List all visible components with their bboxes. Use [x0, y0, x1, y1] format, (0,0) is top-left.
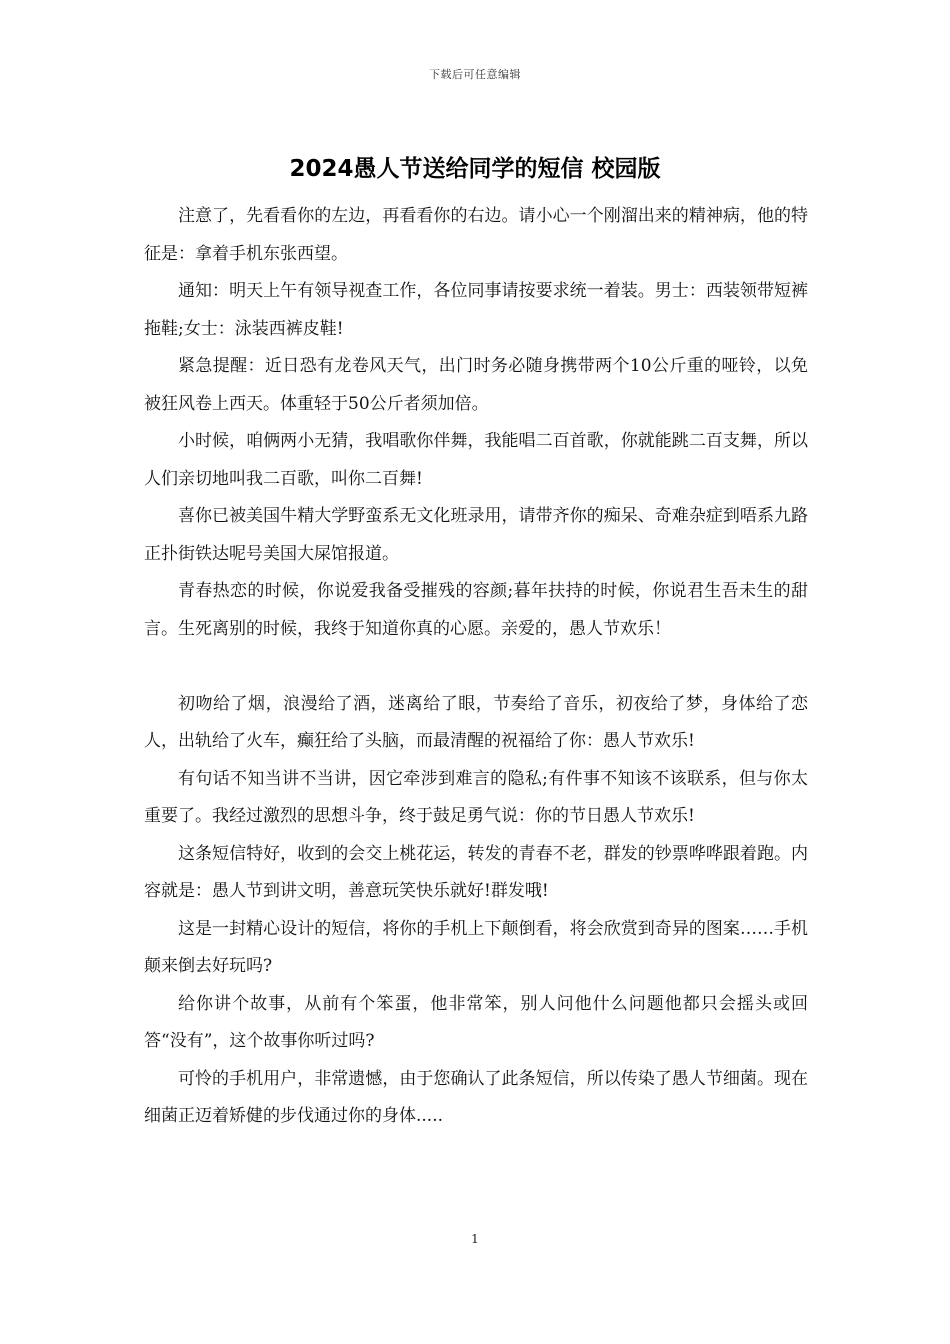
paragraph: 通知：明天上午有领导视查工作，各位同事请按要求统一着装。男士：西装领带短裤拖鞋;女士：泳装西裤皮鞋! [144, 281, 808, 339]
paragraph: 青春热恋的时候，你说爱我备受摧残的容颜;暮年扶持的时候，你说君生吾未生的甜言。生死离别的时候，我终于知道你真的心愿。亲爱的，愚人节欢乐！ [144, 581, 808, 639]
paragraph: 注意了，先看看你的左边，再看看你的右边。请小心一个刚溜出来的精神病，他的特征是：拿着手机东张西望。 [144, 206, 808, 264]
page-header-note: 下载后可任意编辑 [429, 68, 521, 81]
document-body [144, 198, 808, 1136]
paragraph: 可怜的手机用户，非常遗憾，由于您确认了此条短信，所以传染了愚人节细菌。现在细菌正迈着矫健的步伐通过你的身体..... [144, 1068, 808, 1126]
paragraph: 紧急提醒：近日恐有龙卷风天气，出门时务必随身携带两个10公斤重的哑铃，以免被狂风卷上西天。体重轻于50公斤者须加倍。 [144, 356, 808, 414]
paragraph: 这是一封精心设计的短信，将你的手机上下颠倒看，将会欣赏到奇异的图案……手机颠来倒去好玩吗? [144, 918, 808, 976]
paragraph: 有句话不知当讲不当讲，因它牵涉到难言的隐私;有件事不知该不该联系，但与你太重要了。我经过激烈的思想斗争，终于鼓足勇气说：你的节日愚人节欢乐! [144, 768, 808, 826]
paragraph: 喜你已被美国牛精大学野蛮系无文化班录用，请带齐你的痴呆、奇难杂症到唔系九路正扑街铁达呢号美国大屎馆报道。 [144, 506, 808, 564]
paragraph: 初吻给了烟，浪漫给了酒，迷离给了眼，节奏给了音乐，初夜给了梦，身体给了恋人，出轨给了火车，癫狂给了头脑，而最清醒的祝福给了你：愚人节欢乐! [144, 693, 808, 751]
document-title: 2024愚人节送给同学的短信 校园版 [289, 156, 661, 182]
page-number: 1 [471, 1232, 479, 1246]
paragraph: 给你讲个故事，从前有个笨蛋，他非常笨，别人问他什么问题他都只会摇头或回答“没有”，这个故事你听过吗? [144, 993, 808, 1051]
paragraph: 小时候，咱俩两小无猜，我唱歌你伴舞，我能唱二百首歌，你就能跳二百支舞，所以人们亲切地叫我二百歌，叫你二百舞! [144, 431, 808, 489]
paragraph: 这条短信特好，收到的会交上桃花运，转发的青春不老，群发的钞票哗哗跟着跑。内容就是：愚人节到讲文明，善意玩笑快乐就好!群发哦! [144, 843, 808, 901]
